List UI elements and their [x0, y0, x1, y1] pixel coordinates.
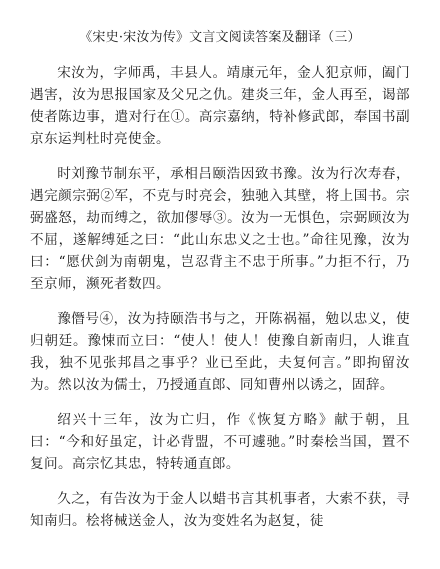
paragraph-2: 时刘豫节制东平，承相吕颐浩因致书豫。汝为行次寿春，遇完颜宗弼②军，不克与时亮会，独驰入其壁，将上国书。宗弼盛怒，劫而缚之，欲加僇辱③。汝为一无惧色，宗弼顾汝为不屈，遂解缚延之曰：“此山东忠义之士也。”命往见豫，汝为曰：“愿伏剑为南朝鬼，岂忍背主不忠于所事。”力拒不行，乃至京师，濒死者数四。 [30, 166, 410, 292]
paragraph-3: 豫僭号④，汝为持颐浩书与之，开陈祸福，勉以忠义，使归朝廷。豫悚而立曰：“使人！使人！使豫自新南归，人谁直我，独不见张邦昌之事乎？业已至此，夫复何言。”即拘留汝为。然以汝为儒士，乃授通直郎、同知曹州以诱之，固辞。 [30, 311, 410, 393]
paragraph-5: 久之，有告汝为于金人以蜡书言其机事者，大索不获，寻知南归。桧将械送金人，汝为变姓名为赵复，徒 [30, 491, 410, 529]
paragraph-4: 绍兴十三年，汝为亡归，作《恢复方略》献于朝，且曰：“今和好虽定，计必背盟，不可遽驰。”时秦桧当国，置不复问。高宗忆其忠，特转通直郎。 [30, 412, 410, 472]
document-title: 《宋史·宋汝为传》文言文阅读答案及翻译（三） [79, 30, 361, 45]
paragraph-1: 宋汝为，字师禹，丰县人。靖康元年，金人犯京师，阖门遇害，汝为思报国家及父兄之仇。建炎三年，金人再至，谒部使者陈边事，遣对行在①。高宗嘉纳，特补修武郎，奉国书副京东运判杜时亮使金。 [30, 65, 410, 147]
